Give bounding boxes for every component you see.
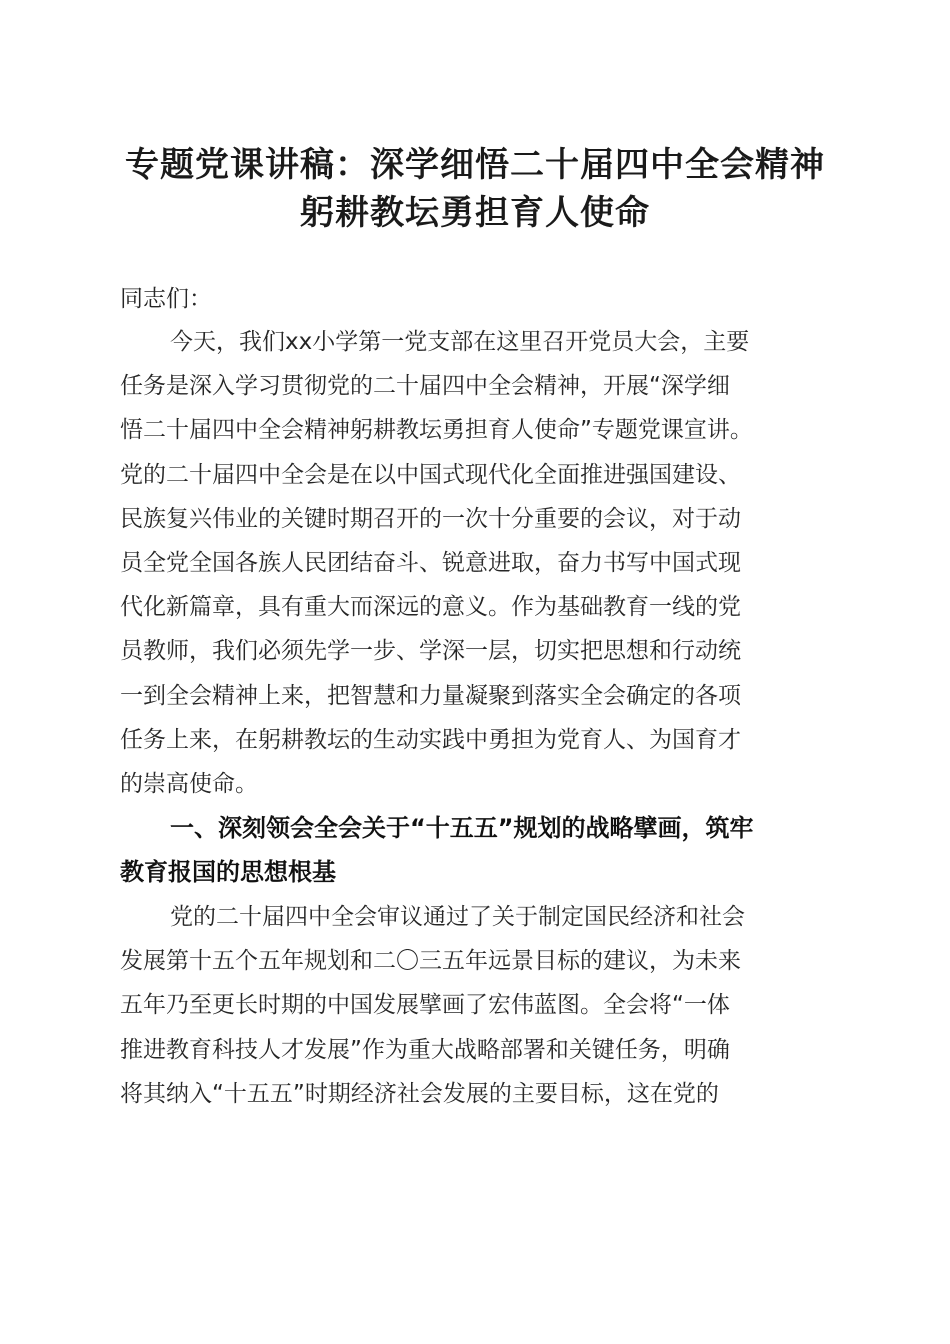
paragraph-1-line: 今天，我们xx小学第一党支部在这里召开党员大会，主要 (170, 329, 750, 355)
paragraph-1-line: 任务是深入学习贯彻党的二十届四中全会精神，开展“深学细 (120, 373, 730, 400)
paragraph-1-line: 民族复兴伟业的关键时期召开的一次十分重要的会议，对于动 (120, 505, 741, 532)
paragraph-1-line: 一到全会精神上来，把智慧和力量凝聚到落实全会确定的各项 (120, 682, 741, 709)
paragraph-2-line: 推进教育科技人才发展”作为重大战略部署和关键任务，明确 (120, 1036, 730, 1063)
paragraph-1-line: 代化新篇章，具有重大而深远的意义。作为基础教育一线的党 (120, 594, 741, 621)
paragraph-1-line: 悟二十届四中全会精神躬耕教坛勇担育人使命”专题党课宣讲。 (120, 417, 753, 444)
paragraph-2 (120, 895, 830, 1116)
paragraph-1-line: 员教师，我们必须先学一步、学深一层，切实把思想和行动统 (120, 638, 741, 665)
paragraph-1 (120, 320, 830, 806)
section-heading-1-line: 一、深刻领会全会关于“十五五”规划的战略擘画，筑牢 (170, 814, 754, 842)
paragraph-1-line: 的崇高使命。 (120, 770, 258, 797)
document-title-line-1: 专题党课讲稿：深学细悟二十届四中全会精神 (125, 145, 825, 185)
salutation-text: 同志们： (120, 286, 212, 312)
document-title-line-2: 躬耕教坛勇担育人使命 (300, 193, 650, 233)
paragraph-2-line: 将其纳入“十五五”时期经济社会发展的主要目标，这在党的 (120, 1080, 719, 1107)
paragraph-1-line: 员全党全国各族人民团结奋斗、锐意进取，奋力书写中国式现 (120, 549, 741, 576)
paragraph-1-line: 任务上来，在躬耕教坛的生动实践中勇担为党育人、为国育才 (120, 726, 741, 753)
salutation (120, 277, 830, 321)
paragraph-2-line: 发展第十五个五年规划和二〇三五年远景目标的建议，为未来 (120, 948, 741, 975)
section-heading-1 (120, 806, 830, 894)
paragraph-2-line: 党的二十届四中全会审议通过了关于制定国民经济和社会 (170, 904, 745, 930)
paragraph-1-line: 党的二十届四中全会是在以中国式现代化全面推进强国建设、 (120, 461, 741, 488)
section-heading-1-line: 教育报国的思想根基 (120, 858, 336, 887)
paragraph-2-line: 五年乃至更长时期的中国发展擘画了宏伟蓝图。全会将“一体 (120, 992, 730, 1019)
